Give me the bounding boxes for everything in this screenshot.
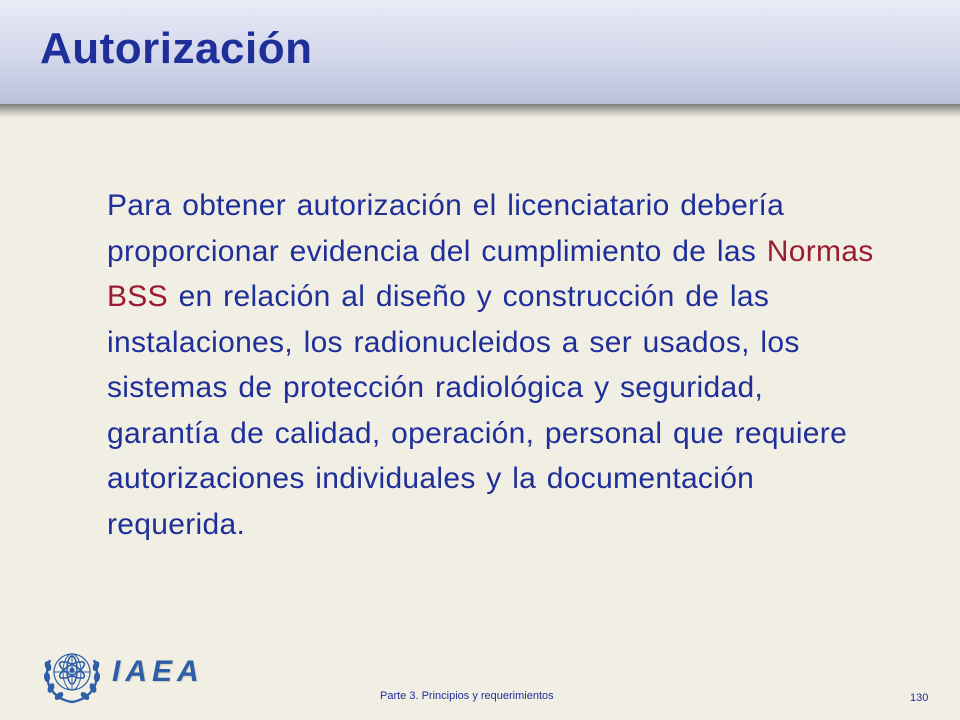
slide-title: Autorización [40,24,313,73]
iaea-wordmark: IAEA [112,655,204,688]
footer-section: Parte 3. Principios y requerimientos [380,690,554,702]
body-highlight: Normas BSS [107,234,874,313]
body-text-end: en relación al diseño y construcción de las instalaciones, los radionucleidos a ser usados, los sistemas de protección radiológica y seguridad, garantía de calidad, operación, personal que requiere autorizaciones individuales y la documentación requerida. [107,280,848,541]
header-shadow [0,104,960,118]
body-text-start: Para obtener autorización el licenciatario debería proporcionar evidencia del cumplimiento de las [107,189,785,268]
body-paragraph [107,183,877,547]
page-number: 130 [910,692,929,704]
iaea-emblem-icon [36,640,108,708]
